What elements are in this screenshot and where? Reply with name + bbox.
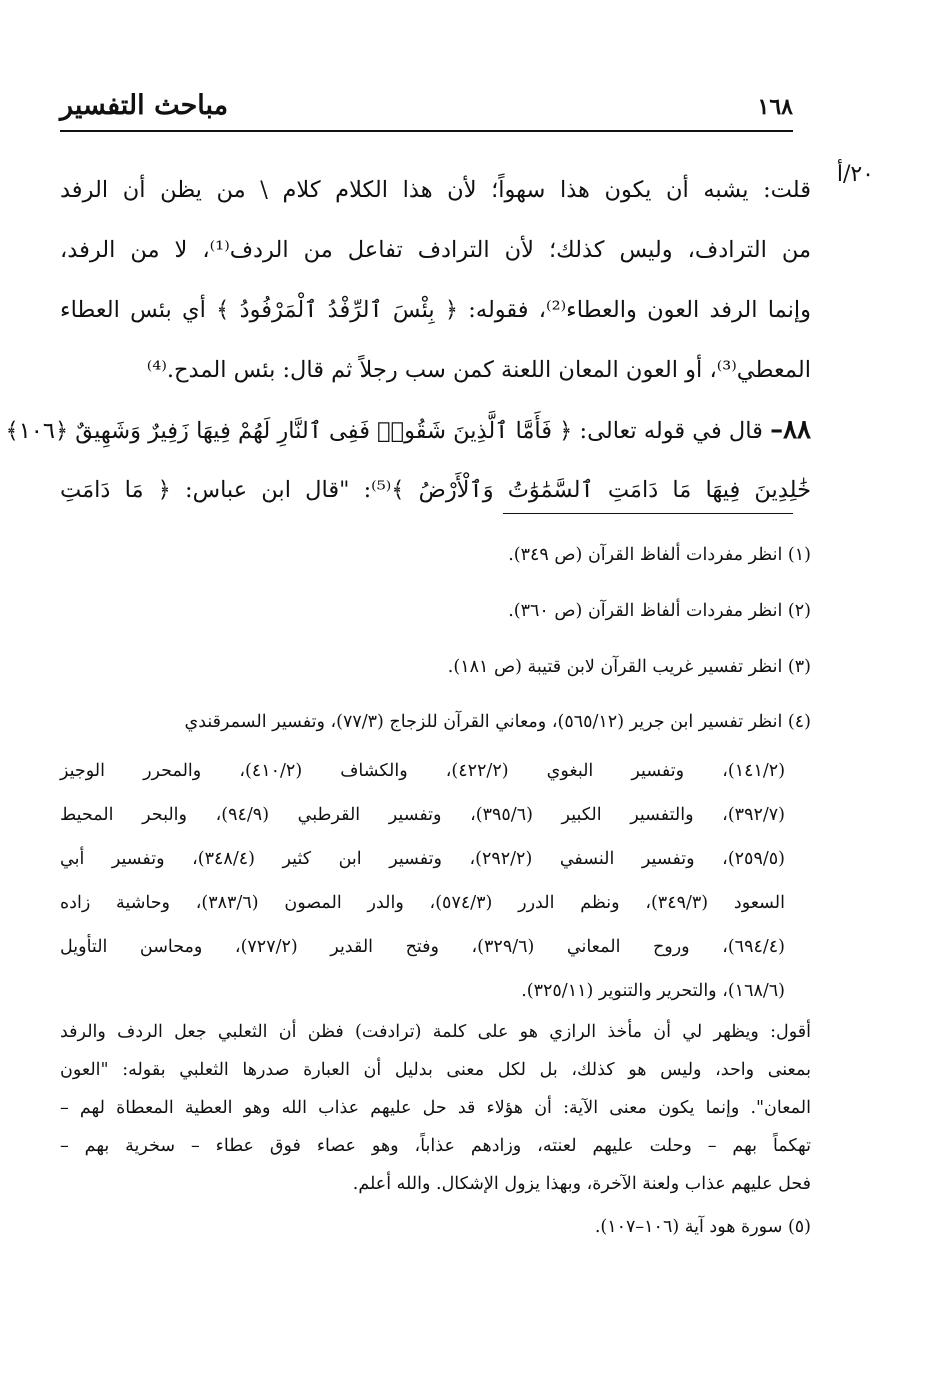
entry-line: خَٰلِدِينَ فِيهَا مَا دَامَتِ ٱلسَّمَٰوَٰتُ وَٱلْأَرْضُ ﴾⁽⁵⁾: "قال ابن عباس: ﴿ مَا دَامَتِ xyxy=(60,477,811,503)
commentary-line: فحل عليهم عذاب ولعنة الآخرة، وبهذا يزول الإشكال. والله أعلم. xyxy=(352,1174,811,1194)
main-text-line: وإنما الرفد العون والعطاء⁽²⁾، فقوله: ﴿ بِئْسَ ٱلرِّفْدُ ٱلْمَرْفُودُ ﴾ أي بئس العطاء xyxy=(60,297,812,323)
commentary-line: تهكماً بهم – وحلت عليهم لعنته، وزادهم عذاباً، وهو عصاء فوق عطاء – سخرية بهم – xyxy=(60,1136,811,1156)
commentary-line: أقول: ويظهر لي أن مأخذ الرازي هو على كلمة (ترادفت) فظن أن الثعلبي جعل الردف والرفد xyxy=(60,1022,811,1042)
footnote: (٥) سورة هود آية (١٠٦–١٠٧). xyxy=(594,1217,811,1237)
manuscript-folio-reference: ٢٠/أ xyxy=(836,162,874,187)
page-header xyxy=(60,88,793,132)
commentary-line: بمعنى واحد، وليس هو كذلك، بل لكل معنى بدليل أن العبارة صدرها الثعلبي بقوله: "العون xyxy=(60,1060,811,1080)
footnote: (٣) انظر تفسير غريب القرآن لابن قتيبة (ص ١٨١). xyxy=(447,657,811,677)
entry-line xyxy=(5,400,811,460)
footnote-continuation: السعود (٣٤٩/٣)، ونظم الدرر (٥٧٤/٣)، والدر المصون (٣٨٣/٦)، وحاشية زاده xyxy=(60,893,785,913)
main-text xyxy=(5,160,812,520)
footnote-continuation: (٢٥٩/٥)، وتفسير النسفي (٢٩٢/٢)، وتفسير ابن كثير (٣٤٨/٤)، وتفسير أبي xyxy=(60,849,785,869)
footnotes xyxy=(60,527,811,1251)
footnote-divider xyxy=(503,513,793,514)
main-text-line: المعطي⁽³⁾، أو العون المعان اللعنة كمن سب رجلاً ثم قال: بئس المدح.⁽⁴⁾ xyxy=(146,357,811,383)
main-text-line: قلت: يشبه أن يكون هذا سهواً؛ لأن هذا الكلام كلام \ من يظن أن الرفد xyxy=(60,177,811,203)
entry-text: قال في قوله تعالى: ﴿ فَأَمَّا ٱلَّذِينَ شَقُوا۟ فَفِى ٱلنَّارِ لَهُمْ فِيهَا زَفِيرٌ وَشَهِيقٌ ﴿١٠٦﴾ xyxy=(5,418,763,444)
book-title: مباحث التفسير xyxy=(60,90,229,121)
footnote-continuation: (١٤١/٢)، وتفسير البغوي (٤٢٢/٢)، والكشاف (٤١٠/٢)، والمحرر الوجيز xyxy=(60,761,786,781)
footnote: (١) انظر مفردات ألفاظ القرآن (ص ٣٤٩). xyxy=(508,545,811,565)
entry-number: ٨٨– xyxy=(770,415,811,445)
page-number: ١٦٨ xyxy=(757,94,793,120)
main-text-line: من الترادف، وليس كذلك؛ لأن الترادف تفاعل من الردف⁽¹⁾، لا من الرفد، xyxy=(60,237,811,263)
footnote-continuation: (١٦٨/٦)، والتحرير والتنوير (٣٢٥/١١). xyxy=(521,981,785,1001)
commentary-line: المعان". وإنما يكون معنى الآية: أن هؤلاء قد حل عليهم عذاب الله وهو العطية المعطاة لهم – xyxy=(60,1098,811,1118)
footnote-continuation: (٦٩٤/٤)، وروح المعاني (٣٢٩/٦)، وفتح القدير (٧٢٧/٢)، ومحاسن التأويل xyxy=(60,937,785,957)
footnote: (٢) انظر مفردات ألفاظ القرآن (ص ٣٦٠). xyxy=(508,601,811,621)
footnote: (٤) انظر تفسير ابن جرير (٥٦٥/١٢)، ومعاني القرآن للزجاج (٧٧/٣)، وتفسير السمرقندي xyxy=(184,712,811,732)
footnote-continuation: (٣٩٢/٧)، والتفسير الكبير (٣٩٥/٦)، وتفسير القرطبي (٩٤/٩)، والبحر المحيط xyxy=(60,805,785,825)
